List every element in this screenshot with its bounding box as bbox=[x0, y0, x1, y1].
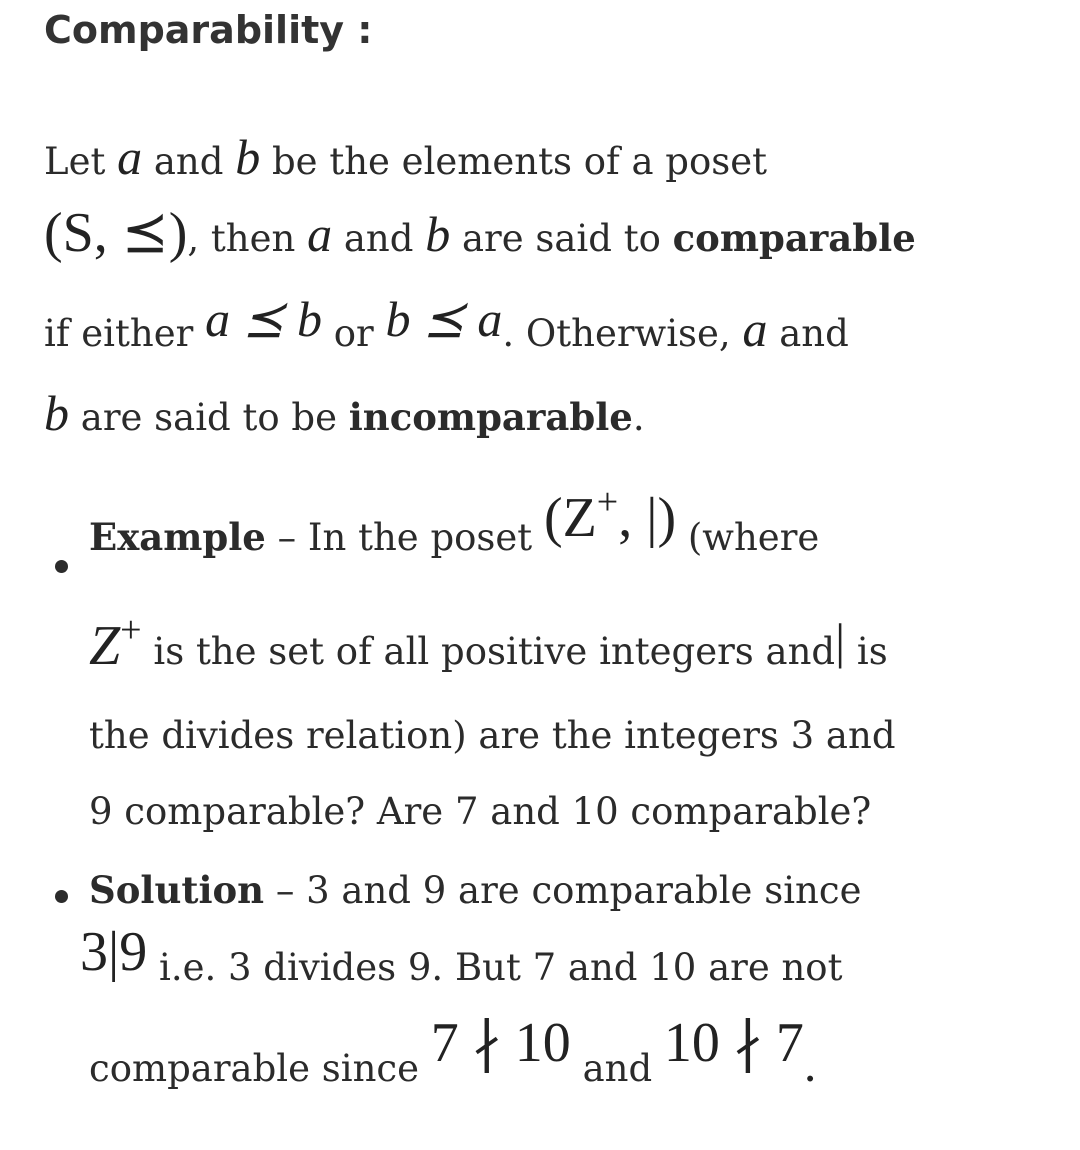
text-if-either: if either bbox=[44, 312, 194, 355]
math-a: a bbox=[117, 129, 143, 185]
text-and: and bbox=[779, 312, 849, 355]
math-b: b bbox=[425, 206, 451, 262]
text-said: are said to bbox=[461, 217, 661, 260]
math-poset-zplus bbox=[543, 481, 677, 550]
text-and: and bbox=[343, 217, 414, 260]
math-plus: + bbox=[120, 609, 142, 651]
solution-label: Solution bbox=[89, 868, 265, 912]
math-poset-close: , |) bbox=[618, 487, 677, 549]
text-period: . bbox=[803, 1036, 817, 1092]
text-where: (where bbox=[687, 516, 820, 559]
math-b: b bbox=[44, 385, 69, 441]
text-then: , then bbox=[187, 217, 296, 260]
math-b-prec-a: b ⪯ a bbox=[385, 291, 503, 347]
solution-line-1 bbox=[89, 868, 861, 912]
text-is: is bbox=[856, 630, 888, 673]
definition-line-2 bbox=[44, 200, 916, 265]
example-line-2 bbox=[89, 609, 888, 678]
math-3-divides-9: 3|9 bbox=[80, 921, 148, 983]
text-and: and bbox=[153, 140, 224, 183]
math-zplus bbox=[89, 609, 142, 678]
math-poset-open: (Z bbox=[543, 487, 597, 549]
solution-text-2: i.e. 3 divides 9. But 7 and 10 are not bbox=[158, 946, 843, 989]
math-z: Z bbox=[89, 615, 121, 677]
text-otherwise: . Otherwise, bbox=[502, 312, 731, 355]
math-a-prec-b: a ⪯ b bbox=[205, 291, 322, 347]
solution-text-3: comparable since bbox=[89, 1047, 420, 1090]
definition-line-4 bbox=[44, 384, 645, 442]
text-period: . bbox=[632, 396, 645, 439]
example-intro: – In the poset bbox=[265, 516, 533, 559]
text-let: Let bbox=[44, 140, 106, 183]
term-comparable: comparable bbox=[672, 216, 916, 260]
example-line-4: 9 comparable? Are 7 and 10 comparable? bbox=[89, 790, 872, 833]
definition-line-3 bbox=[44, 291, 849, 358]
term-incomparable: incomparable bbox=[348, 395, 633, 439]
example-line-3: the divides relation) are the integers 3 and bbox=[89, 714, 896, 757]
text-said: are said to be bbox=[80, 396, 337, 439]
section-heading: Comparability : bbox=[44, 8, 373, 52]
text-rest: be the elements of a poset bbox=[271, 140, 768, 183]
text-or: or bbox=[333, 312, 374, 355]
solution-intro: – 3 and 9 are comparable since bbox=[264, 869, 862, 912]
math-divides-bar: | bbox=[835, 613, 846, 669]
math-plus: + bbox=[596, 481, 619, 523]
bullet-solution bbox=[55, 890, 68, 903]
example-line-1 bbox=[89, 481, 820, 564]
solution-line-3 bbox=[89, 1012, 817, 1095]
math-a: a bbox=[307, 206, 333, 262]
solution-line-2 bbox=[80, 921, 843, 994]
math-b: b bbox=[235, 129, 261, 185]
math-7-not-divides-10: 7 ∤ 10 bbox=[430, 1012, 571, 1074]
math-a: a bbox=[742, 301, 768, 357]
math-10-not-divides-7: 10 ∤ 7 bbox=[663, 1012, 804, 1074]
math-poset-s: (S, ⪯) bbox=[44, 202, 188, 264]
example-text-2: is the set of all positive integers and bbox=[153, 630, 836, 673]
definition-line-1 bbox=[44, 128, 767, 186]
bullet-example bbox=[55, 560, 68, 573]
example-label: Example bbox=[89, 515, 266, 559]
text-and: and bbox=[582, 1047, 653, 1090]
